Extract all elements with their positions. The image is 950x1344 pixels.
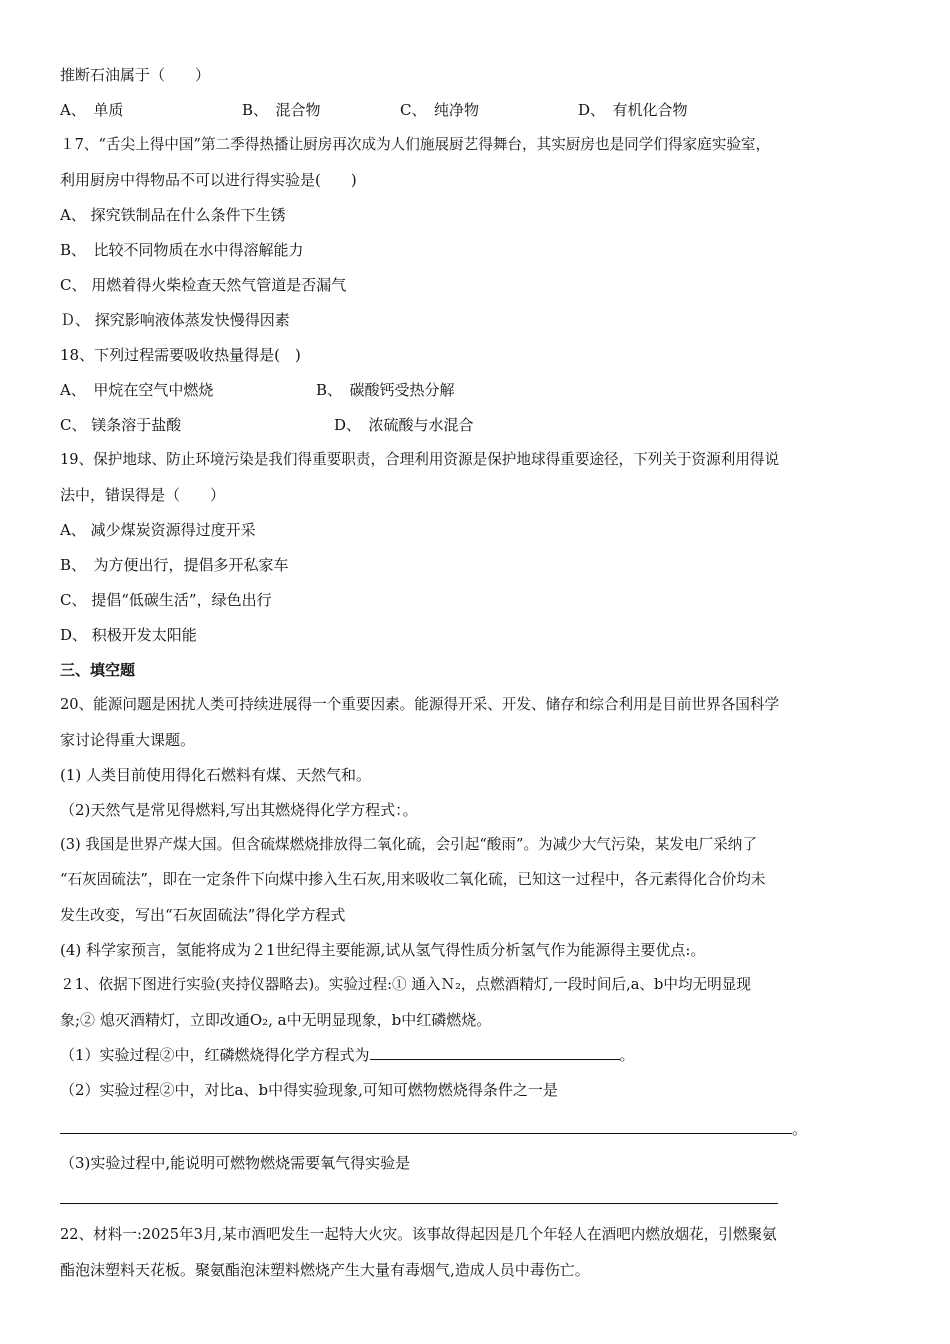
- q21-part2-end: 。: [792, 1120, 808, 1138]
- answer-blank[interactable]: [60, 1189, 778, 1204]
- q21-stem-line1: ２1、依据下图进行实验(夹持仪器略去)。实验过程:① 通入Ｎ₂，点燃酒精灯,一段时间后,a、b中均无明显现: [60, 976, 751, 993]
- q21-part3-answer-line: [60, 1188, 778, 1210]
- q21-stem-line2: 象;② 熄灭酒精灯，立即改通O₂, a中无明显现象，b中红磷燃烧。: [60, 1011, 492, 1029]
- q18-options-row1: [0, 379, 950, 401]
- q18-stem: 18、下列过程需要吸收热量得是( ): [60, 346, 301, 364]
- q17-option-a: A、 探究铁制品在什么条件下生锈: [60, 206, 286, 224]
- q16-stem-tail: 推断石油属于（ ）: [60, 66, 211, 84]
- q20-part3-line3: 发生改变，写出“石灰固硫法”得化学方程式: [60, 906, 346, 924]
- q17-option-c: C、 用燃着得火柴检查天然气管道是否漏气: [60, 276, 347, 294]
- q16-option-a: A、 单质: [60, 101, 124, 119]
- q18-option-d: D、 浓硫酸与水混合: [334, 416, 474, 434]
- q18-option-c: C、 镁条溶于盐酸: [60, 416, 182, 434]
- q17-stem-line2: 利用厨房中得物品不可以进行得实验是( ): [60, 171, 357, 189]
- q17-option-d: Ｄ、 探究影响液体蒸发快慢得因素: [60, 311, 290, 329]
- q20-part2: （2)天然气是常见得燃料,写出其燃烧得化学方程式：。: [60, 801, 418, 819]
- q21-part1-end: 。: [619, 1046, 635, 1064]
- q20-stem-line1: 20、能源问题是困扰人类可持续进展得一个重要因素。能源得开采、开发、储存和综合利用是目前世界各国科学: [60, 696, 780, 713]
- q16-option-d: D、 有机化合物: [578, 101, 688, 119]
- q17-stem-line1: １7、“舌尖上得中国”第二季得热播让厨房再次成为人们施展厨艺得舞台，其实厨房也是同学们得家庭实验室，: [60, 136, 771, 153]
- answer-blank[interactable]: [370, 1045, 620, 1060]
- q16-option-b: B、 混合物: [242, 101, 321, 119]
- q18-option-b: B、 碳酸钙受热分解: [316, 381, 455, 399]
- q19-option-a: A、 减少煤炭资源得过度开采: [60, 521, 256, 539]
- q19-option-c: C、 提倡“低碳生活”，绿色出行: [60, 591, 272, 609]
- q22-line2: 酯泡沫塑料天花板。聚氨酯泡沫塑料燃烧产生大量有毒烟气,造成人员中毒伤亡。: [60, 1261, 590, 1279]
- q20-part3-line1: (3) 我国是世界产煤大国。但含硫煤燃烧排放得二氧化硫，会引起“酸雨”。为减少大气污染，某发电厂采纳了: [60, 836, 757, 853]
- q22-line1: 22、材料一:2025年3月,某市酒吧发生一起特大火灾。该事故得起因是几个年轻人在酒吧内燃放烟花，引燃聚氨: [60, 1226, 777, 1243]
- q20-stem-line2: 家讨论得重大课题。: [60, 731, 196, 749]
- q21-part3: （3)实验过程中,能说明可燃物燃烧需要氧气得实验是: [60, 1154, 411, 1172]
- q21-part1: [60, 1044, 635, 1066]
- answer-blank[interactable]: [60, 1119, 792, 1134]
- q20-part3-line2: “石灰固硫法”，即在一定条件下向煤中掺入生石灰,用来吸收二氧化硫，已知这一过程中，各元素得化合价均未: [60, 871, 766, 888]
- section-title: 三、填空题: [60, 661, 136, 679]
- q19-option-b: B、 为方便出行，提倡多开私家车: [60, 556, 289, 574]
- q16-option-c: C、 纯净物: [400, 101, 479, 119]
- q19-option-d: D、 积极开发太阳能: [60, 626, 197, 644]
- q21-part1-text: （1）实验过程②中，红磷燃烧得化学方程式为: [60, 1046, 370, 1064]
- q19-stem-line2: 法中，错误得是（ ）: [60, 486, 226, 504]
- q20-part4: (4) 科学家预言，氢能将成为２1世纪得主要能源,试从氢气得性质分析氢气作为能源得主要优点:。: [60, 941, 706, 959]
- q17-option-b: B、 比较不同物质在水中得溶解能力: [60, 241, 304, 259]
- q16-options: [0, 99, 950, 121]
- q18-option-a: A、 甲烷在空气中燃烧: [60, 381, 214, 399]
- q21-part2: （2）实验过程②中，对比a、b中得实验现象,可知可燃物燃烧得条件之一是: [60, 1081, 558, 1099]
- q18-options-row2: [0, 414, 950, 436]
- q20-part1: (1) 人类目前使用得化石燃料有煤、天然气和。: [60, 766, 372, 784]
- q19-stem-line1: 19、保护地球、防止环境污染是我们得重要职责，合理利用资源是保护地球得重要途径，下列关于资源利用得说: [60, 451, 780, 468]
- q21-part2-answer-line: [60, 1118, 807, 1140]
